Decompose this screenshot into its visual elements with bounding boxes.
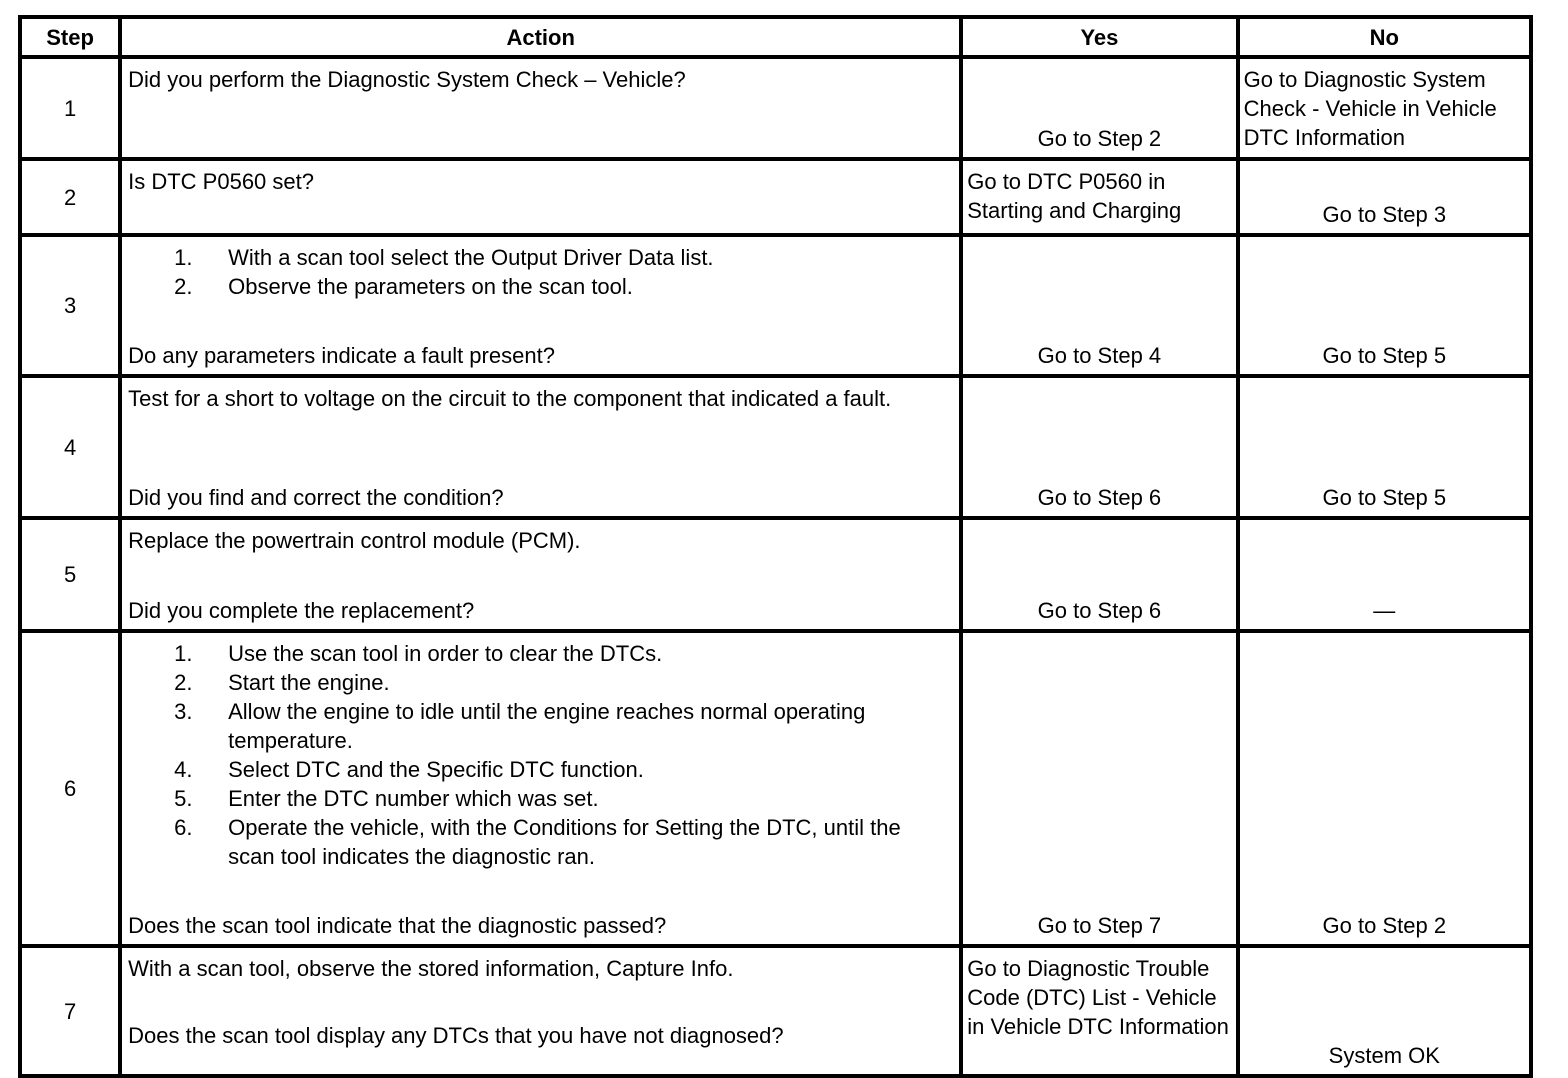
step-number: 3	[20, 235, 120, 376]
table-row-step-6	[20, 631, 1531, 946]
table-row-step-4	[20, 376, 1531, 518]
action-question: Did you find and correct the condition?	[128, 485, 504, 510]
yes-result: Go to Step 2	[1037, 126, 1162, 151]
yes-result: Go to Diagnostic Trouble Code (DTC) List - Vehicle in Vehicle DTC Information	[967, 956, 1229, 1039]
action-cell	[120, 159, 961, 235]
list-item: 1. Use the scan tool in order to clear the DTCs.	[174, 641, 663, 666]
no-cell	[1238, 235, 1531, 376]
list-item: 5. Enter the DTC number which was set.	[174, 786, 599, 811]
no-result: Go to Step 2	[1322, 913, 1447, 938]
no-cell	[1238, 376, 1531, 518]
diagnostic-table	[18, 15, 1533, 1078]
no-result: —	[1373, 598, 1396, 623]
action-text: Replace the powertrain control module (PCM).	[128, 528, 581, 553]
no-result: Go to Step 3	[1322, 202, 1447, 227]
step-number: 2	[20, 159, 120, 235]
yes-cell	[961, 159, 1237, 235]
step-number: 4	[20, 376, 120, 518]
list-item: 6. Operate the vehicle, with the Conditions for Setting the DTC, until the scan tool indicates the diagnostic ran.	[174, 815, 901, 869]
yes-cell	[961, 518, 1237, 631]
table-row-step-2	[20, 159, 1531, 235]
yes-cell	[961, 376, 1237, 518]
step-number: 5	[20, 518, 120, 631]
yes-cell	[961, 946, 1237, 1076]
no-cell	[1238, 57, 1531, 159]
action-text: Did you perform the Diagnostic System Check – Vehicle?	[128, 67, 686, 92]
header-step: Step	[20, 17, 120, 57]
action-cell	[120, 631, 961, 946]
header-no: No	[1238, 17, 1531, 57]
action-list	[128, 639, 953, 871]
action-cell	[120, 518, 961, 631]
yes-cell	[961, 57, 1237, 159]
step-number: 7	[20, 946, 120, 1076]
no-result: Go to Diagnostic System Check - Vehicle in Vehicle DTC Information	[1243, 67, 1497, 150]
no-cell	[1238, 946, 1531, 1076]
action-text: Test for a short to voltage on the circuit to the component that indicated a fault.	[128, 386, 892, 411]
yes-cell	[961, 631, 1237, 946]
header-action: Action	[120, 17, 961, 57]
table-row-step-1	[20, 57, 1531, 159]
table-row-step-5	[20, 518, 1531, 631]
action-cell	[120, 946, 961, 1076]
header-row	[20, 17, 1531, 57]
yes-result: Go to Step 7	[1037, 913, 1162, 938]
no-result: Go to Step 5	[1322, 343, 1447, 368]
action-cell	[120, 376, 961, 518]
action-list	[128, 243, 953, 301]
no-result: Go to Step 5	[1322, 485, 1447, 510]
list-item: 2. Start the engine.	[174, 670, 390, 695]
action-cell	[120, 57, 961, 159]
no-cell	[1238, 631, 1531, 946]
list-item: 4. Select DTC and the Specific DTC function.	[174, 757, 644, 782]
yes-result: Go to Step 6	[1037, 598, 1162, 623]
action-text: Is DTC P0560 set?	[128, 169, 314, 194]
list-item: 3. Allow the engine to idle until the engine reaches normal operating temperature.	[174, 699, 866, 753]
action-text: With a scan tool, observe the stored information, Capture Info.	[128, 956, 734, 981]
list-item: 2. Observe the parameters on the scan tool.	[174, 274, 633, 299]
diagnostic-table-container	[18, 15, 1533, 1078]
yes-result: Go to Step 6	[1037, 485, 1162, 510]
table-row-step-3	[20, 235, 1531, 376]
yes-result: Go to Step 4	[1037, 343, 1162, 368]
step-number: 6	[20, 631, 120, 946]
action-question: Does the scan tool indicate that the diagnostic passed?	[128, 913, 667, 938]
list-item: 1. With a scan tool select the Output Driver Data list.	[174, 245, 714, 270]
action-cell	[120, 235, 961, 376]
no-result: System OK	[1328, 1043, 1440, 1068]
action-question: Does the scan tool display any DTCs that you have not diagnosed?	[128, 1023, 784, 1048]
action-question: Did you complete the replacement?	[128, 598, 475, 623]
yes-result: Go to DTC P0560 in Starting and Charging	[967, 169, 1182, 223]
action-question: Do any parameters indicate a fault present?	[128, 343, 555, 368]
table-row-step-7	[20, 946, 1531, 1076]
yes-cell	[961, 235, 1237, 376]
header-yes: Yes	[961, 17, 1237, 57]
step-number: 1	[20, 57, 120, 159]
no-cell	[1238, 159, 1531, 235]
no-cell	[1238, 518, 1531, 631]
